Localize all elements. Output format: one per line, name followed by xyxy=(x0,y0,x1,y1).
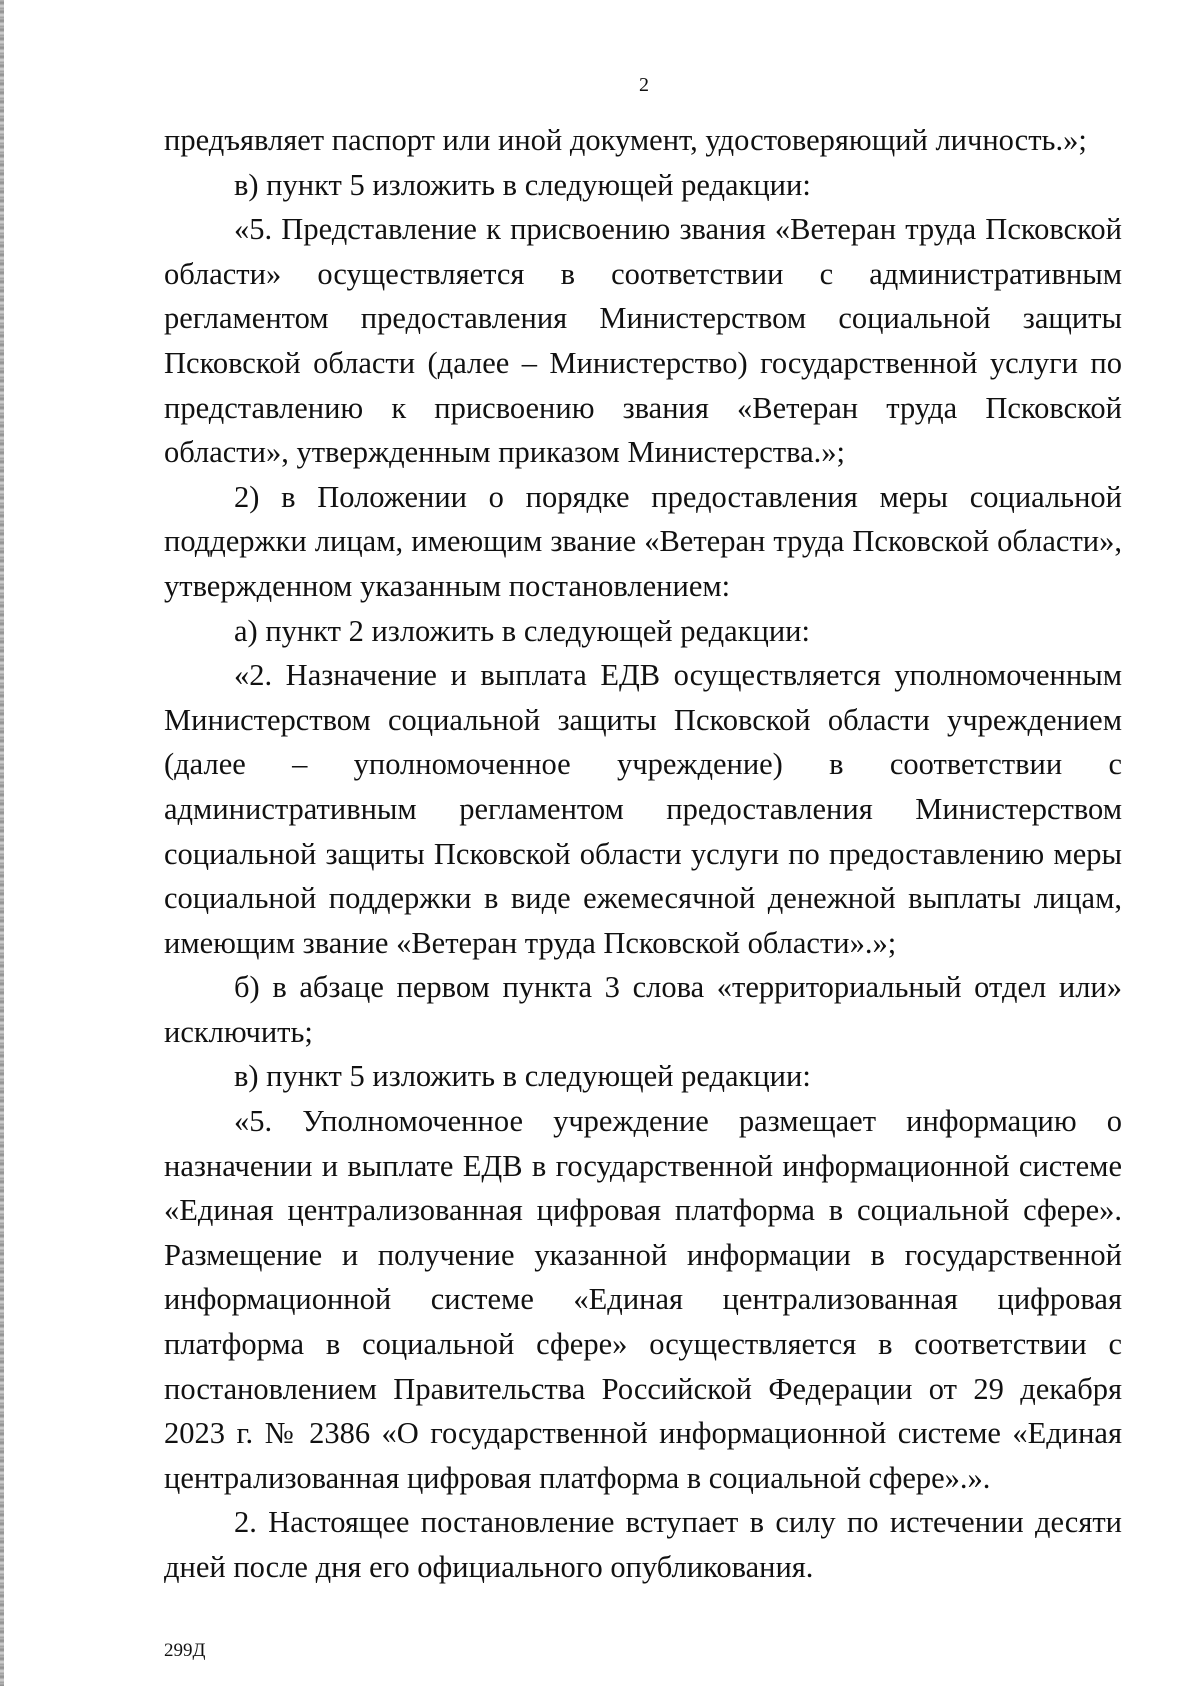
paragraph-effective-date: 2. Настоящее постановление вступает в силу по истечении десяти дней после дня его официального опубликования. xyxy=(164,1505,1122,1584)
paragraph-quoted-point-5: «5. Представление к присвоению звания «Ветеран труда Псковской области» осуществляется в соответствии с административным регламентом предоставления Министерством социальной защиты Псковской области (далее – Министерство) государственной услуги по представлению к присвоению звания «Ветеран труда Псковской области», утвержденным приказом Министерства.»; xyxy=(164,212,1122,470)
paragraph-quoted-point-2: «2. Назначение и выплата ЕДВ осуществляется уполномоченным Министерством социальной защиты Псковской области учреждением (далее – уполномоченное учреждение) в соответствии с административным регламентом предоставления Министерством социальной защиты Псковской области услуги по предоставлению меры социальной поддержки в виде ежемесячной денежной выплаты лицам, имеющим звание «Ветеран труда Псковской области».»; xyxy=(164,658,1122,960)
scan-edge xyxy=(0,0,4,1686)
paragraph-continuation: предъявляет паспорт или иной документ, удостоверяющий личность.»; xyxy=(164,123,1087,157)
document-code: 299Д xyxy=(164,1640,206,1661)
page-number: 2 xyxy=(639,74,649,96)
paragraph-quoted-point-5-second: «5. Уполномоченное учреждение размещает информацию о назначении и выплате ЕДВ в государственной информационной системе «Единая централизованная цифровая платформа в социальной сфере». Размещение и получение указанной информации в государственной информационной системе «Единая централизованная цифровая платформа в социальной сфере» осуществляется в соответствии с постановлением Правительства Российской Федерации от 29 декабря 2023 г. № 2386 «О государственной информационной системе «Единая централизованная цифровая платформа в социальной сфере».». xyxy=(164,1104,1122,1495)
paragraph-item-a-point-2: а) пункт 2 изложить в следующей редакции: xyxy=(234,613,810,648)
paragraph-item-2-regulation: 2) в Положении о порядке предоставления меры социальной поддержки лицам, имеющим звание «Ветеран труда Псковской области», утвержденном указанным постановлением: xyxy=(164,479,1122,603)
document-body xyxy=(164,118,1122,1590)
paragraph-item-b-point-3: б) в абзаце первом пункта 3 слова «территориальный отдел или» исключить; xyxy=(164,970,1122,1049)
paragraph-item-v-point-5-second: в) пункт 5 изложить в следующей редакции: xyxy=(234,1059,811,1094)
paragraph-item-v-point-5: в) пункт 5 изложить в следующей редакции: xyxy=(234,167,811,202)
